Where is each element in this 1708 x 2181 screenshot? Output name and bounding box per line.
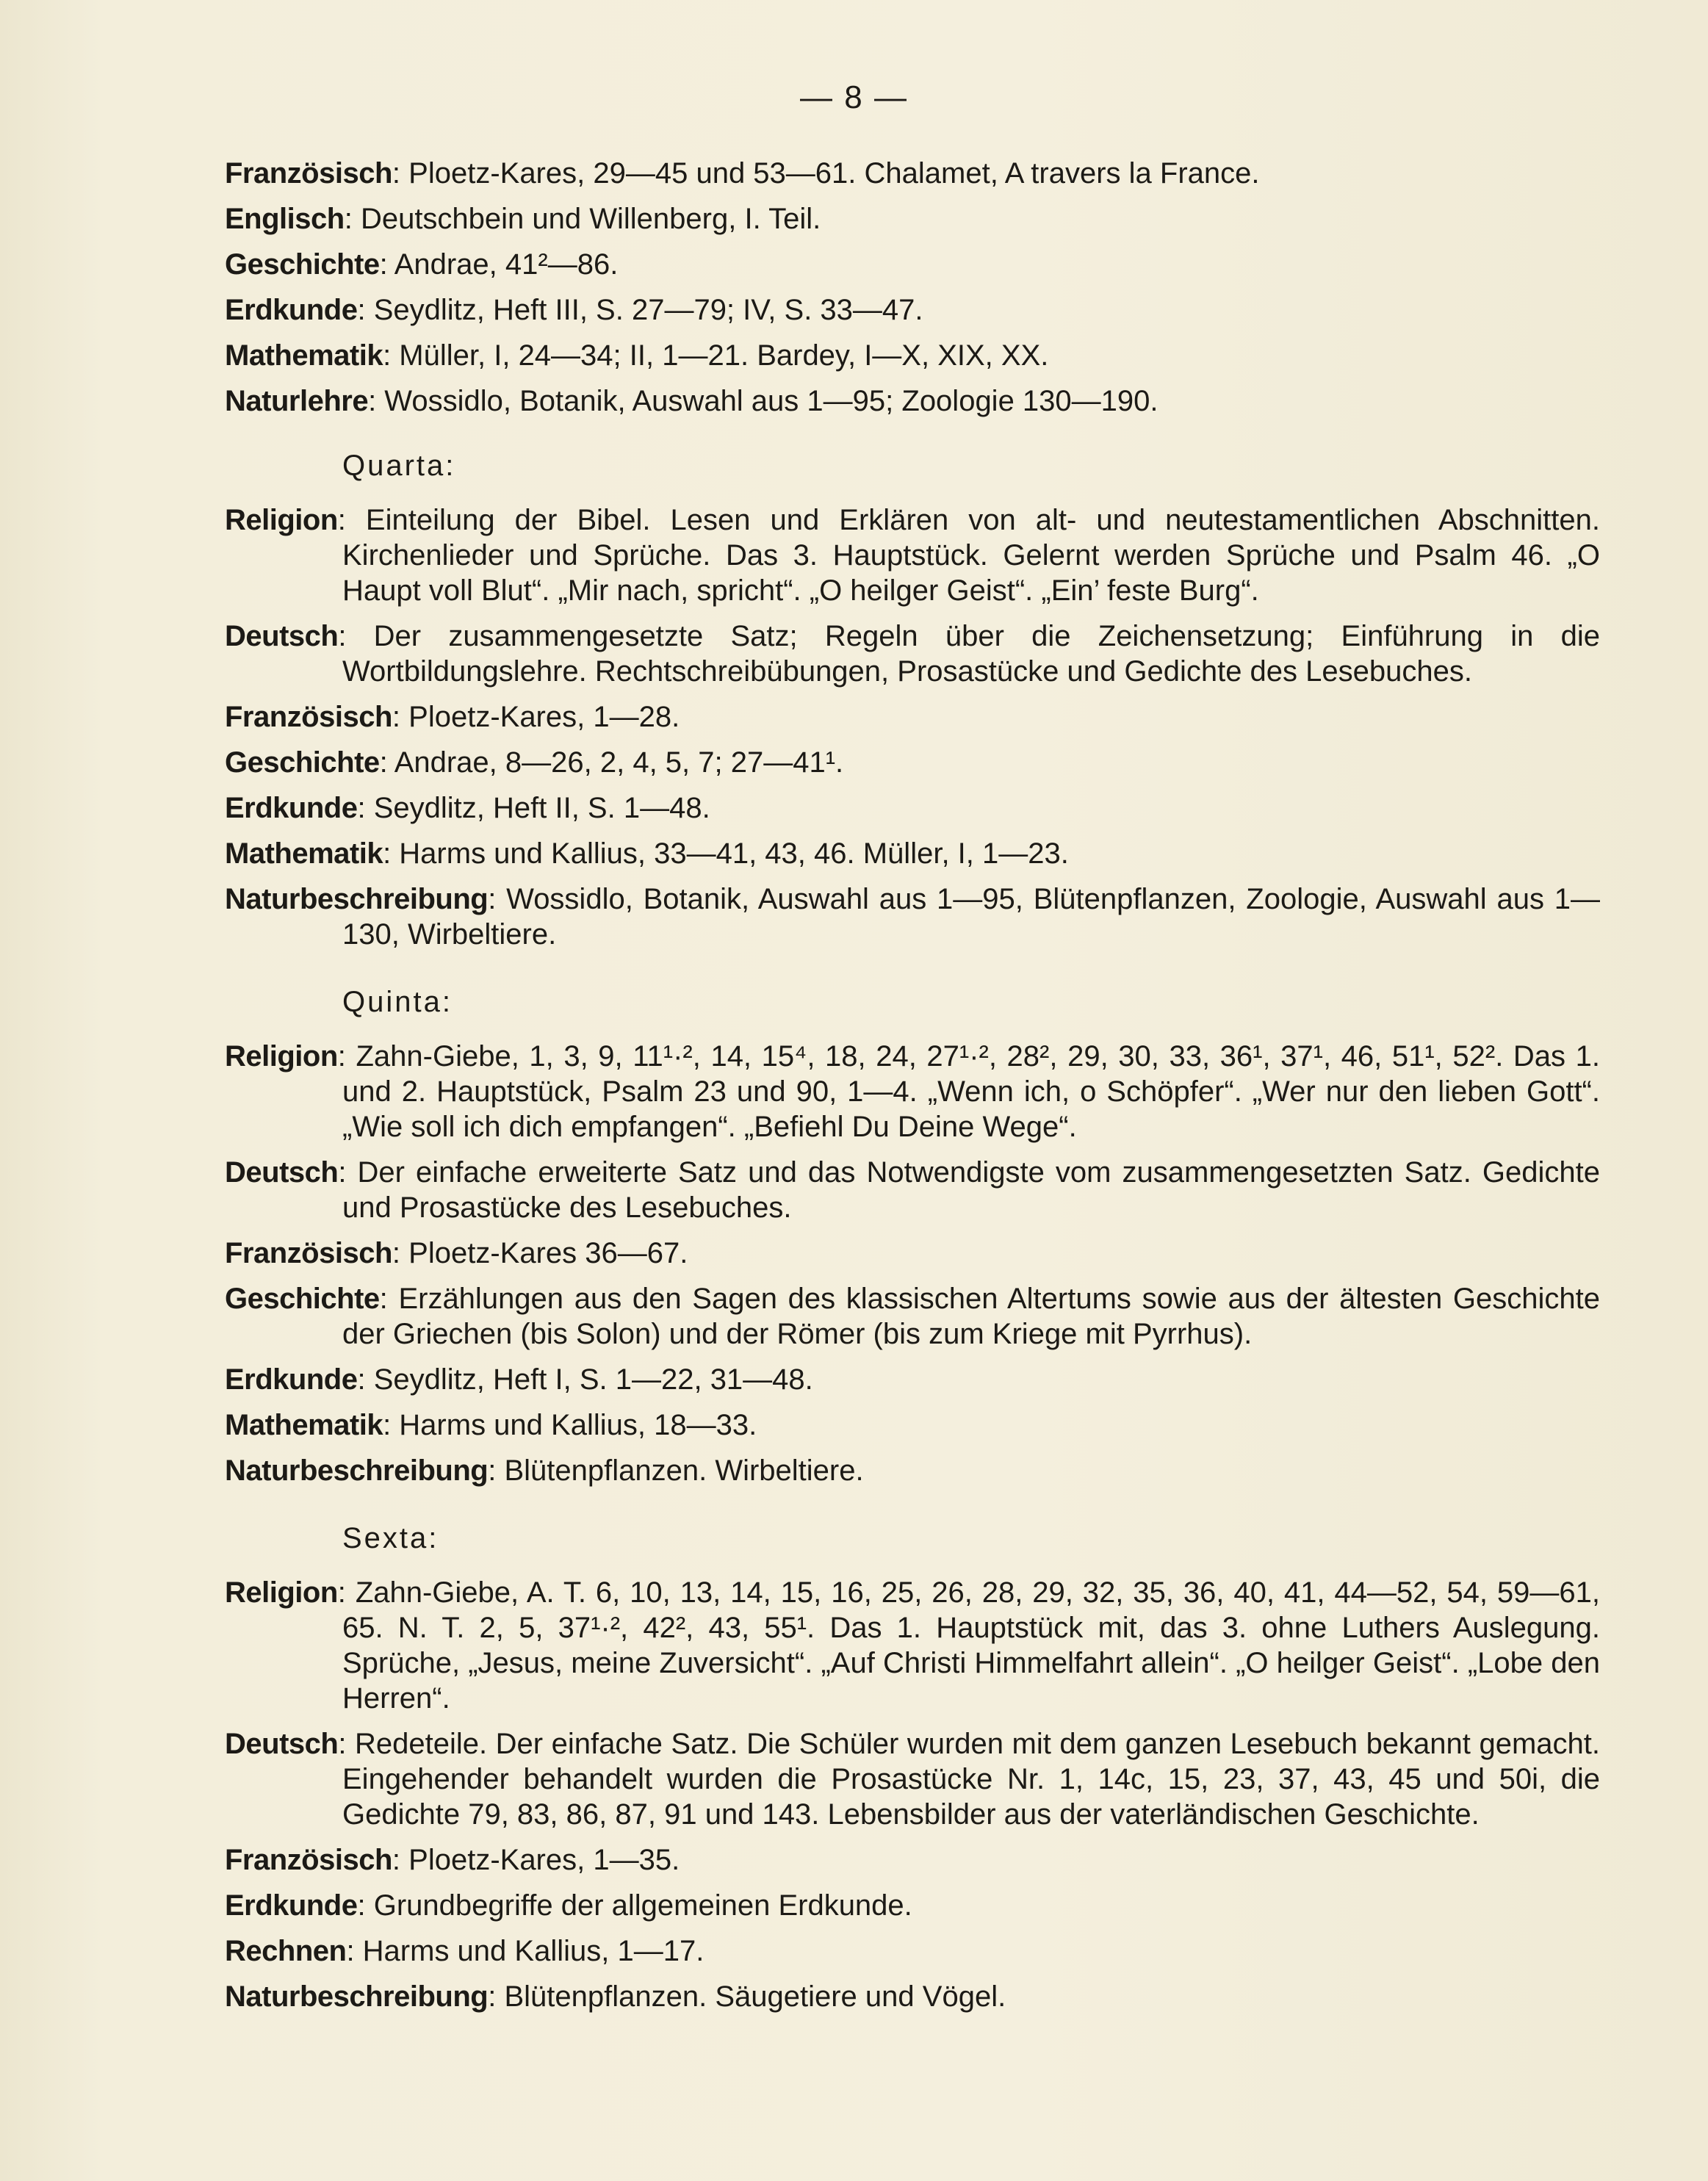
- subject-text: Ploetz-Kares, 1—35.: [408, 1844, 680, 1876]
- subject-label: Deutsch: [225, 620, 339, 652]
- subject-label: Religion: [225, 1040, 338, 1073]
- subject-text: Müller, I, 24—34; II, 1—21. Bardey, I—X, XIX, XX.: [399, 339, 1049, 372]
- subject-label: Religion: [225, 1576, 338, 1609]
- section-heading: Sexta:: [342, 1522, 439, 1554]
- section-heading: Quinta:: [342, 986, 453, 1018]
- section-heading: Quarta:: [342, 450, 456, 482]
- subject-entry: Französisch: Ploetz-Kares, 29—45 und 53—61. Chalamet, A travers la France.: [225, 157, 1260, 190]
- subject-text: Zahn-Giebe, 1, 3, 9, 11¹·², 14, 15⁴, 18, 24, 27¹·², 28², 29, 30, 33, 36¹, 37¹, 46, 51¹, 52². Das 1. und 2. Hauptstück, Psalm 23 und 90, 1—4. „Wenn ich, o Schöpfer“. „Wer nur den lieben Gott“. „Wie soll ich dich empfangen“. „Befiehl Du Deine Wege“.: [342, 1040, 1600, 1143]
- subject-text: Der zusammengesetzte Satz; Regeln über die Zeichensetzung; Einführung in die Wortbildungslehre. Rechtschreibübungen, Prosastücke und Gedichte des Lesebuches.: [342, 620, 1600, 688]
- subject-label: Deutsch: [225, 1728, 339, 1760]
- subject-text: Seydlitz, Heft III, S. 27—79; IV, S. 33—47.: [373, 294, 923, 326]
- subject-entry: Erdkunde: Grundbegriffe der allgemeinen Erdkunde.: [225, 1889, 912, 1922]
- subject-entry: Religion: Einteilung der Bibel. Lesen und Erklären von alt- und neutestamentlichen Abschnitten. Kirchenlieder und Sprüche. Das 3. Hauptstück. Gelernt werden Sprüche und Psalm 46. „O Haupt voll Blut“. „Mir nach, spricht“. „O heilger Geist“. „Ein’ feste Burg“.: [225, 504, 1600, 607]
- subject-entry: Deutsch: Der zusammengesetzte Satz; Regeln über die Zeichensetzung; Einführung in die Wortbildungslehre. Rechtschreibübungen, Prosastücke und Gedichte des Lesebuches.: [225, 620, 1600, 688]
- subject-label: Mathematik: [225, 837, 383, 870]
- class-section: [225, 1521, 1600, 2014]
- subject-label: Erdkunde: [225, 1363, 358, 1396]
- subject-label: Französisch: [225, 701, 392, 733]
- subject-label: Geschichte: [225, 1283, 380, 1315]
- subject-entry: Religion: Zahn-Giebe, 1, 3, 9, 11¹·², 14, 15⁴, 18, 24, 27¹·², 28², 29, 30, 33, 36¹, 37¹, 46, 51¹, 52². Das 1. und 2. Hauptstück, Psalm 23 und 90, 1—4. „Wenn ich, o Schöpfer“. „Wer nur den lieben Gott“. „Wie soll ich dich empfangen“. „Befiehl Du Deine Wege“.: [225, 1040, 1600, 1143]
- subject-label: Mathematik: [225, 1409, 383, 1441]
- subject-entry: Geschichte: Andrae, 8—26, 2, 4, 5, 7; 27—41¹.: [225, 746, 844, 779]
- subject-label: Naturbeschreibung: [225, 1980, 489, 2013]
- subject-text: Seydlitz, Heft I, S. 1—22, 31—48.: [373, 1363, 813, 1396]
- document-body: [225, 156, 1600, 2025]
- subject-label: Erdkunde: [225, 1889, 358, 1922]
- subject-entry: Rechnen: Harms und Kallius, 1—17.: [225, 1935, 705, 1967]
- subject-label: Englisch: [225, 203, 345, 235]
- subject-entry: Geschichte: Andrae, 41²—86.: [225, 248, 619, 281]
- subject-entry: Englisch: Deutschbein und Willenberg, I. Teil.: [225, 203, 821, 235]
- subject-entry: Naturbeschreibung: Wossidlo, Botanik, Auswahl aus 1—95, Blütenpflanzen, Zoologie, Auswahl aus 1—130, Wirbeltiere.: [225, 883, 1600, 951]
- subject-entry: Erdkunde: Seydlitz, Heft I, S. 1—22, 31—48.: [225, 1363, 813, 1396]
- subject-entry: Naturbeschreibung: Blütenpflanzen. Säugetiere und Vögel.: [225, 1980, 1006, 2013]
- subject-text: Andrae, 41²—86.: [394, 248, 619, 281]
- subject-text: Seydlitz, Heft II, S. 1—48.: [373, 792, 710, 824]
- subject-entry: Religion: Zahn-Giebe, A. T. 6, 10, 13, 14, 15, 16, 25, 26, 28, 29, 32, 35, 36, 40, 41, 44—52, 54, 59—61, 65. N. T. 2, 5, 37¹·², 42², 43, 55¹. Das 1. Hauptstück mit, das 3. ohne Luthers Auslegung. Sprüche, „Jesus, meine Zuversicht“. „Auf Christi Himmelfahrt allein“. „O heilger Geist“. „Lobe den Herren“.: [225, 1576, 1600, 1715]
- subject-label: Religion: [225, 504, 338, 536]
- subject-entry: Geschichte: Erzählungen aus den Sagen des klassischen Altertums sowie aus der ältesten Geschichte der Griechen (bis Solon) und der Römer (bis zum Kriege mit Pyrrhus).: [225, 1283, 1600, 1350]
- subject-entry: Erdkunde: Seydlitz, Heft II, S. 1—48.: [225, 792, 710, 824]
- class-section: [225, 448, 1600, 952]
- subject-text: Einteilung der Bibel. Lesen und Erklären von alt- und neutestamentlichen Abschnitten. Kirchenlieder und Sprüche. Das 3. Hauptstück. Gelernt werden Sprüche und Psalm 46. „O Haupt voll Blut“. „Mir nach, spricht“. „O heilger Geist“. „Ein’ feste Burg“.: [342, 504, 1600, 607]
- subject-entry: Erdkunde: Seydlitz, Heft III, S. 27—79; IV, S. 33—47.: [225, 294, 923, 326]
- subject-entry: Deutsch: Redeteile. Der einfache Satz. Die Schüler wurden mit dem ganzen Lesebuch bekannt gemacht. Eingehender behandelt wurden die Prosastücke Nr. 1, 14c, 15, 23, 37, 43, 45 und 50i, die Gedichte 79, 83, 86, 87, 91 und 143. Lebensbilder aus der vaterländischen Geschichte.: [225, 1728, 1600, 1831]
- subject-entry: Mathematik: Harms und Kallius, 18—33.: [225, 1409, 757, 1441]
- subject-text: Blütenpflanzen. Wirbeltiere.: [504, 1454, 864, 1487]
- page-number: — 8 —: [800, 79, 908, 115]
- subject-label: Erdkunde: [225, 792, 358, 824]
- subject-text: Ploetz-Kares 36—67.: [408, 1237, 688, 1269]
- intro-block: [225, 156, 1600, 419]
- subject-label: Naturbeschreibung: [225, 883, 489, 915]
- subject-label: Geschichte: [225, 746, 380, 779]
- subject-text: Der einfache erweiterte Satz und das Notwendigste vom zusammengesetzten Satz. Gedichte und Prosastücke des Lesebuches.: [342, 1156, 1600, 1224]
- subject-text: Grundbegriffe der allgemeinen Erdkunde.: [373, 1889, 912, 1922]
- subject-text: Wossidlo, Botanik, Auswahl aus 1—95, Blütenpflanzen, Zoologie, Auswahl aus 1—130, Wirbeltiere.: [342, 883, 1600, 951]
- subject-label: Naturbeschreibung: [225, 1454, 489, 1487]
- subject-entry: Französisch: Ploetz-Kares, 1—35.: [225, 1844, 680, 1876]
- subject-text: Blütenpflanzen. Säugetiere und Vögel.: [504, 1980, 1006, 2013]
- subject-text: Zahn-Giebe, A. T. 6, 10, 13, 14, 15, 16, 25, 26, 28, 29, 32, 35, 36, 40, 41, 44—52, 54, 59—61, 65. N. T. 2, 5, 37¹·², 42², 43, 55¹. Das 1. Hauptstück mit, das 3. ohne Luthers Auslegung. Sprüche, „Jesus, meine Zuversicht“. „Auf Christi Himmelfahrt allein“. „O heilger Geist“. „Lobe den Herren“.: [342, 1576, 1600, 1715]
- subject-label: Deutsch: [225, 1156, 339, 1189]
- subject-label: Französisch: [225, 157, 392, 190]
- subject-text: Ploetz-Kares, 1—28.: [408, 701, 680, 733]
- subject-label: Geschichte: [225, 248, 380, 281]
- subject-text: Ploetz-Kares, 29—45 und 53—61. Chalamet, A travers la France.: [408, 157, 1260, 190]
- subject-text: Deutschbein und Willenberg, I. Teil.: [360, 203, 821, 235]
- subject-entry: Französisch: Ploetz-Kares, 1—28.: [225, 701, 680, 733]
- subject-entry: Französisch: Ploetz-Kares 36—67.: [225, 1237, 688, 1269]
- class-section: [225, 984, 1600, 1488]
- subject-text: Harms und Kallius, 18—33.: [399, 1409, 757, 1441]
- subject-text: Harms und Kallius, 33—41, 43, 46. Müller, I, 1—23.: [399, 837, 1069, 870]
- subject-label: Erdkunde: [225, 294, 358, 326]
- subject-label: Rechnen: [225, 1935, 347, 1967]
- subject-entry: Mathematik: Müller, I, 24—34; II, 1—21. Bardey, I—X, XIX, XX.: [225, 339, 1049, 372]
- subject-label: Französisch: [225, 1237, 392, 1269]
- subject-text: Andrae, 8—26, 2, 4, 5, 7; 27—41¹.: [394, 746, 844, 779]
- subject-entry: Naturlehre: Wossidlo, Botanik, Auswahl aus 1—95; Zoologie 130—190.: [225, 385, 1159, 417]
- subject-entry: Naturbeschreibung: Blütenpflanzen. Wirbeltiere.: [225, 1454, 864, 1487]
- subject-text: Erzählungen aus den Sagen des klassischen Altertums sowie aus der ältesten Geschichte der Griechen (bis Solon) und der Römer (bis zum Kriege mit Pyrrhus).: [342, 1283, 1600, 1350]
- class-sections: [225, 448, 1600, 2014]
- subject-label: Französisch: [225, 1844, 392, 1876]
- subject-text: Redeteile. Der einfache Satz. Die Schüler wurden mit dem ganzen Lesebuch bekannt gemacht. Eingehender behandelt wurden die Prosastücke Nr. 1, 14c, 15, 23, 37, 43, 45 und 50i, die Gedichte 79, 83, 86, 87, 91 und 143. Lebensbilder aus der vaterländischen Geschichte.: [342, 1728, 1600, 1831]
- subject-entry: Deutsch: Der einfache erweiterte Satz und das Notwendigste vom zusammengesetzten Satz. Gedichte und Prosastücke des Lesebuches.: [225, 1156, 1600, 1224]
- subject-label: Mathematik: [225, 339, 383, 372]
- subject-entry: Mathematik: Harms und Kallius, 33—41, 43, 46. Müller, I, 1—23.: [225, 837, 1069, 870]
- subject-label: Naturlehre: [225, 385, 369, 417]
- subject-text: Harms und Kallius, 1—17.: [362, 1935, 705, 1967]
- subject-text: Wossidlo, Botanik, Auswahl aus 1—95; Zoologie 130—190.: [384, 385, 1159, 417]
